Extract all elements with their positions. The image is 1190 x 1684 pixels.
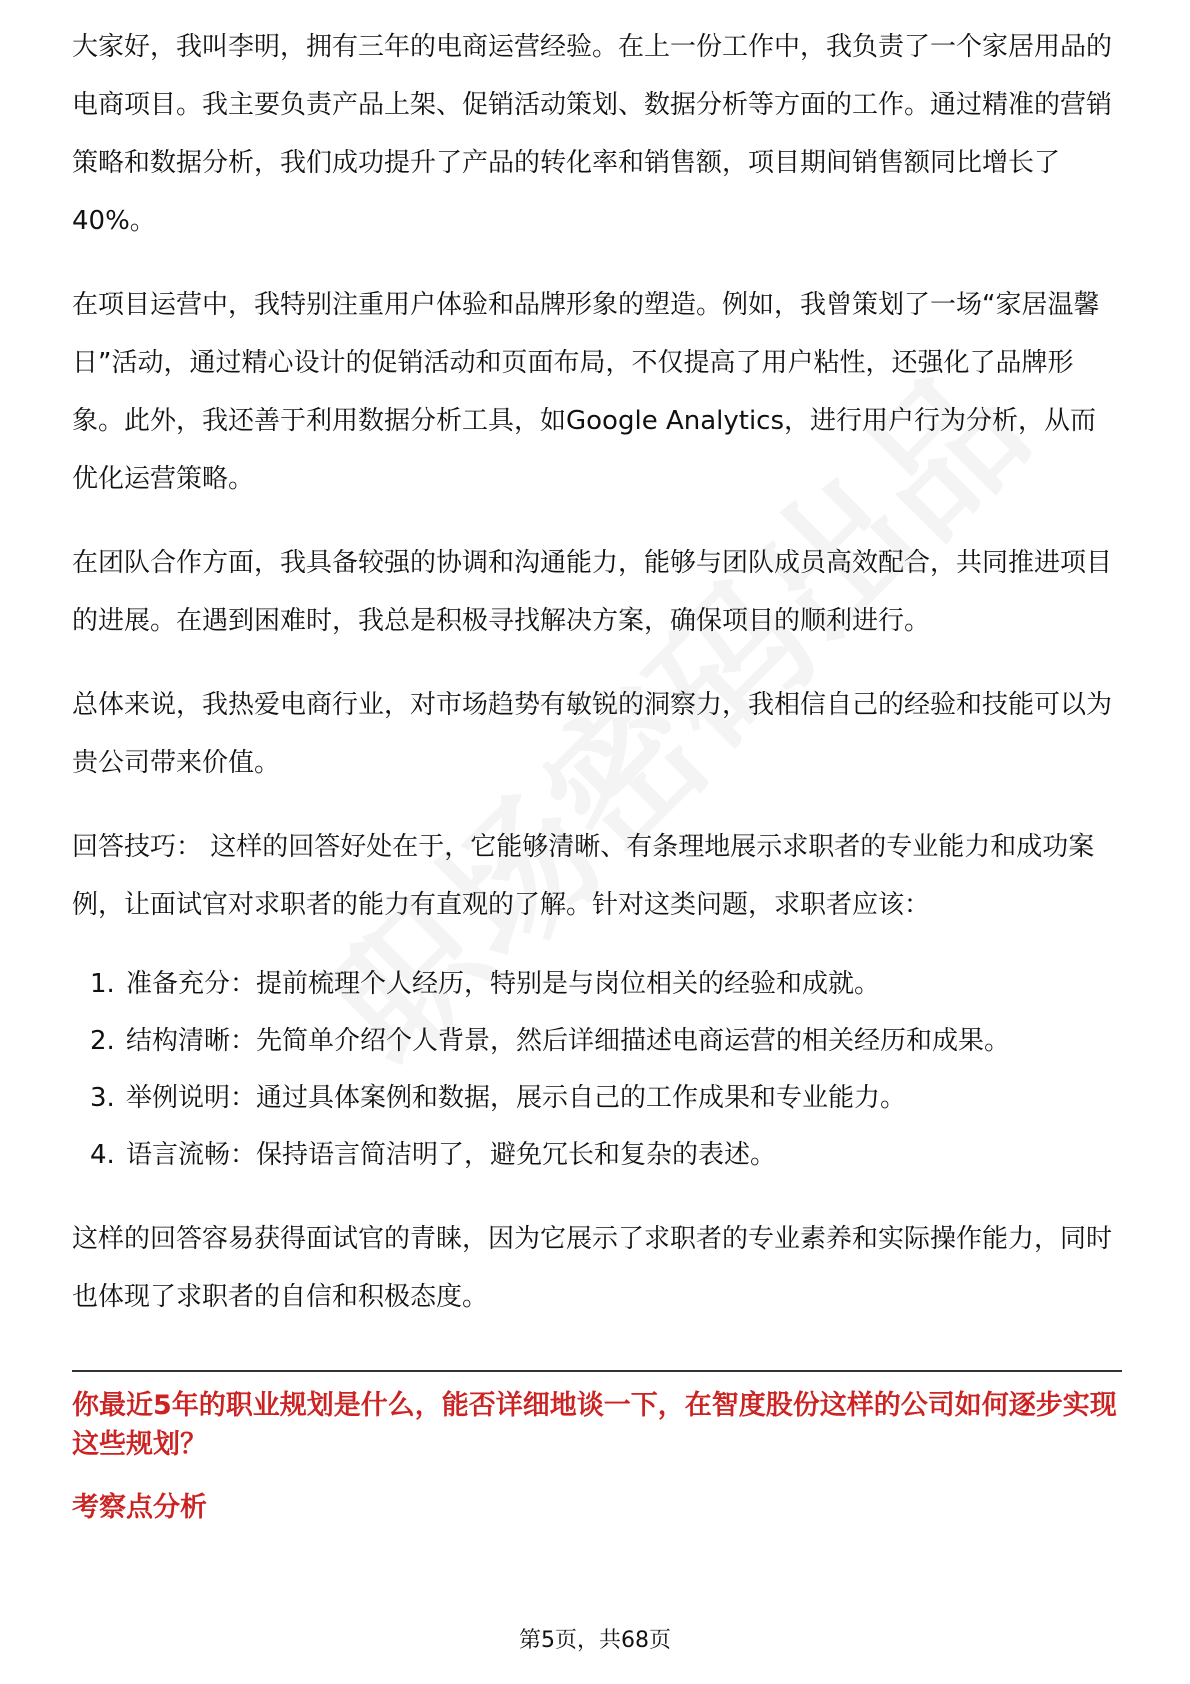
paragraph-teamwork: 在团队合作方面，我具备较强的协调和沟通能力，能够与团队成员高效配合，共同推进项目的进展。在遇到困难时，我总是积极寻找解决方案，确保项目的顺利进行。 — [72, 548, 1113, 636]
list-item-number: 4. — [90, 1140, 115, 1170]
paragraph-closing: 这样的回答容易获得面试官的青睐，因为它展示了求职者的专业素养和实际操作能力，同时也体现了求职者的自信和积极态度。 — [72, 1224, 1113, 1312]
list-item — [90, 1127, 1122, 1184]
next-question-heading: 你最近5年的职业规划是什么，能否详细地谈一下，在智度股份这样的公司如何逐步实现这些规划？ — [72, 1390, 1117, 1460]
paragraph-answer-tips: 回答技巧： 这样的回答好处在于，它能够清晰、有条理地展示求职者的专业能力和成功案例，让面试官对求职者的能力有直观的了解。针对这类问题，求职者应该： — [72, 832, 1095, 920]
tips-list — [72, 956, 1122, 1184]
list-item-text: 语言流畅：保持语言简洁明了，避免冗长和复杂的表述。 — [126, 1140, 777, 1170]
page-content — [72, 18, 1122, 1527]
list-item-number: 3. — [90, 1083, 115, 1113]
page-footer: 第5页，共68页 — [519, 1628, 671, 1653]
list-item-number: 2. — [90, 1026, 115, 1056]
paragraph-summary: 总体来说，我热爱电商行业，对市场趋势有敏锐的洞察力，我相信自己的经验和技能可以为贵公司带来价值。 — [72, 690, 1113, 778]
section-divider — [72, 1370, 1122, 1372]
list-item-text: 准备充分：提前梳理个人经历，特别是与岗位相关的经验和成就。 — [126, 969, 881, 999]
paragraph-intro: 大家好，我叫李明，拥有三年的电商运营经验。在上一份工作中，我负责了一个家居用品的电商项目。我主要负责产品上架、促销活动策划、数据分析等方面的工作。通过精准的营销策略和数据分析，我们成功提升了产品的转化率和销售额，项目期间销售额同比增长了40%。 — [72, 32, 1113, 236]
paragraph-project-operation: 在项目运营中，我特别注重用户体验和品牌形象的塑造。例如，我曾策划了一场“家居温馨日”活动，通过精心设计的促销活动和页面布局，不仅提高了用户粘性，还强化了品牌形象。此外，我还善于利用数据分析工具，如Google Analytics，进行用户行为分析，从而优化运营策略。 — [72, 290, 1100, 494]
list-item — [90, 1070, 1122, 1127]
list-item — [90, 1013, 1122, 1070]
section-heading-analysis: 考察点分析 — [72, 1492, 207, 1523]
list-item-text: 举例说明：通过具体案例和数据，展示自己的工作成果和专业能力。 — [126, 1083, 907, 1113]
list-item-number: 1. — [90, 969, 115, 999]
list-item-text: 结构清晰：先简单介绍个人背景，然后详细描述电商运营的相关经历和成果。 — [126, 1026, 1011, 1056]
list-item — [90, 956, 1122, 1013]
